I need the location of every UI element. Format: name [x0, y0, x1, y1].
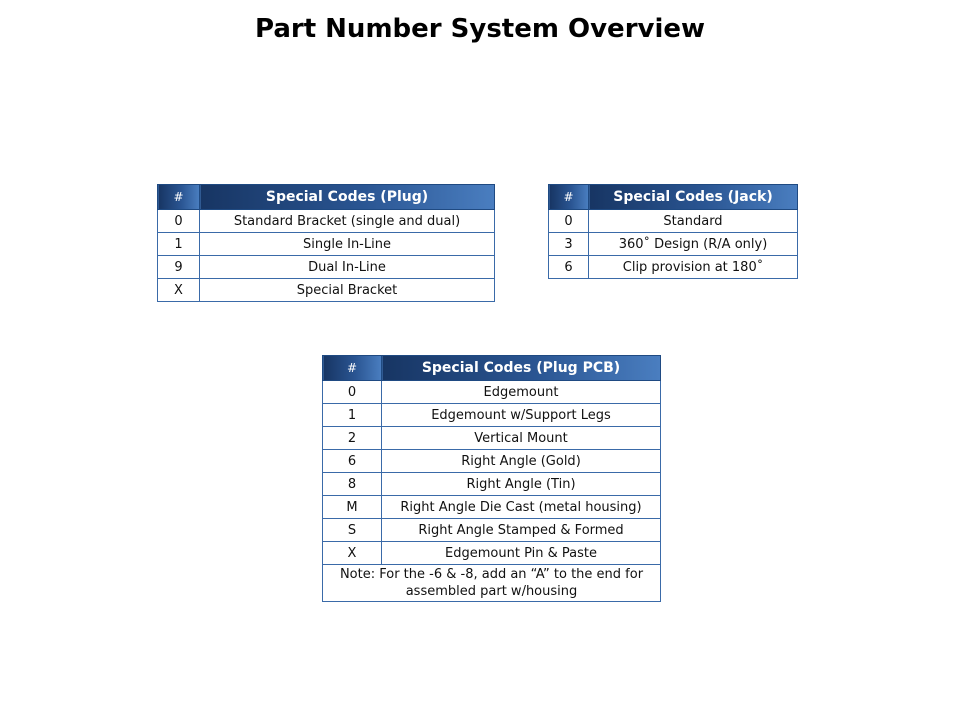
description-cell: Clip provision at 180˚ — [589, 256, 798, 279]
table-row — [323, 542, 661, 565]
code-cell: X — [323, 542, 382, 565]
hash-header: # — [158, 185, 200, 210]
table-row — [323, 473, 661, 496]
table-row — [549, 256, 798, 279]
page-title: Part Number System Overview — [254, 14, 706, 44]
plug-pcb-codes-header: Special Codes (Plug PCB) — [382, 356, 661, 381]
code-cell: 9 — [158, 256, 200, 279]
description-cell: Edgemount Pin & Paste — [382, 542, 661, 565]
description-cell: Standard Bracket (single and dual) — [200, 210, 495, 233]
description-cell: Right Angle Stamped & Formed — [382, 519, 661, 542]
description-cell: 360˚ Design (R/A only) — [589, 233, 798, 256]
code-cell: M — [323, 496, 382, 519]
hash-header: # — [323, 356, 382, 381]
table-row — [323, 519, 661, 542]
description-cell: Special Bracket — [200, 279, 495, 302]
plug-codes-header: Special Codes (Plug) — [200, 185, 495, 210]
description-cell: Vertical Mount — [382, 427, 661, 450]
code-cell: 0 — [549, 210, 589, 233]
table-row — [158, 210, 495, 233]
code-cell: 6 — [549, 256, 589, 279]
description-cell: Right Angle Die Cast (metal housing) — [382, 496, 661, 519]
description-cell: Right Angle (Gold) — [382, 450, 661, 473]
table-row — [323, 404, 661, 427]
code-cell: 0 — [323, 381, 382, 404]
code-cell: X — [158, 279, 200, 302]
description-cell: Single In-Line — [200, 233, 495, 256]
code-cell: 3 — [549, 233, 589, 256]
code-cell: 8 — [323, 473, 382, 496]
plug-pcb-codes-table — [322, 355, 661, 602]
table-row — [323, 381, 661, 404]
table-header-row — [323, 356, 661, 381]
jack-codes-table — [548, 184, 798, 279]
code-cell: S — [323, 519, 382, 542]
code-cell: 1 — [323, 404, 382, 427]
hash-header: # — [549, 185, 589, 210]
description-cell: Edgemount w/Support Legs — [382, 404, 661, 427]
plug-codes-table — [157, 184, 495, 302]
code-cell: 0 — [158, 210, 200, 233]
table-header-row — [549, 185, 798, 210]
table-row — [549, 210, 798, 233]
table-row — [158, 233, 495, 256]
note-row — [323, 565, 661, 602]
table-row — [158, 256, 495, 279]
table-row — [323, 496, 661, 519]
code-cell: 2 — [323, 427, 382, 450]
code-cell: 1 — [158, 233, 200, 256]
description-cell: Standard — [589, 210, 798, 233]
table-row — [549, 233, 798, 256]
code-cell: 6 — [323, 450, 382, 473]
table-row — [323, 427, 661, 450]
table-row — [158, 279, 495, 302]
description-cell: Right Angle (Tin) — [382, 473, 661, 496]
description-cell: Edgemount — [382, 381, 661, 404]
assembly-note: Note: For the -6 & -8, add an “A” to the end for assembled part w/housing — [323, 565, 661, 602]
table-row — [323, 450, 661, 473]
jack-codes-header: Special Codes (Jack) — [589, 185, 798, 210]
table-header-row — [158, 185, 495, 210]
description-cell: Dual In-Line — [200, 256, 495, 279]
